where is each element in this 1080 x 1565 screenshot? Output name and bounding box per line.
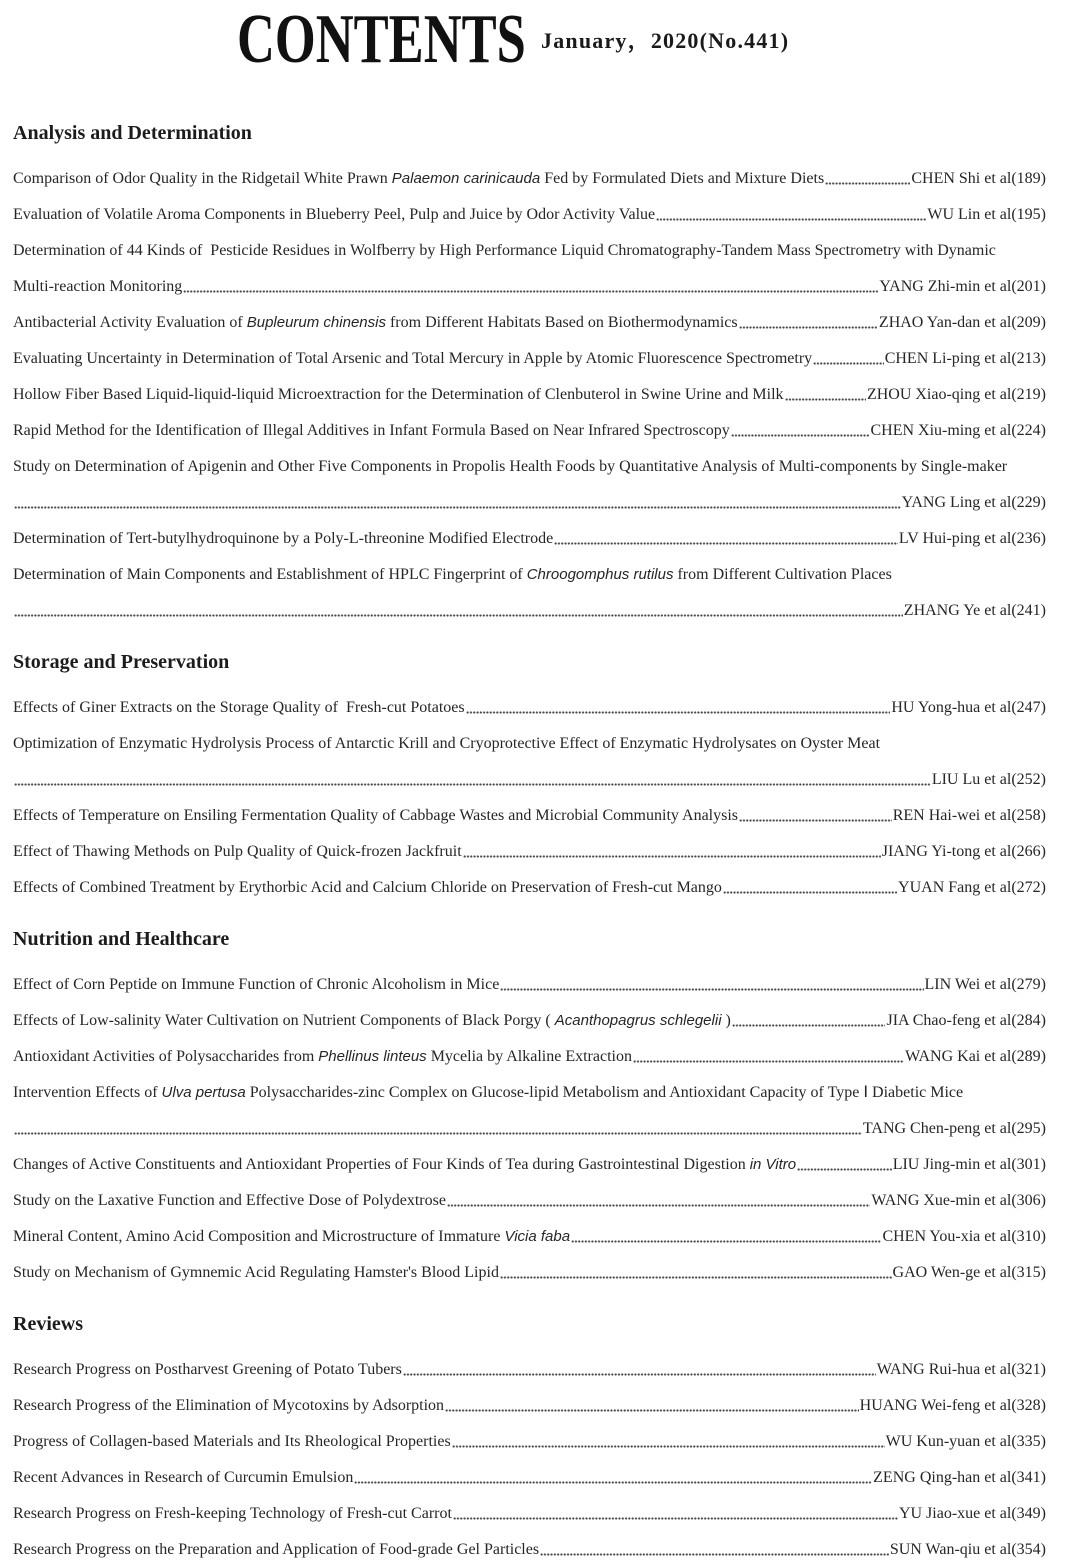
toc-entry [13, 694, 1046, 722]
entry-author-page: YANG Zhi-min et al(201) [879, 278, 1046, 295]
entry-title [13, 874, 722, 902]
title-text: Determination of 44 Kinds of Pesticide Residues in Wolfberry by High Performance Liquid Chromatography-Tandem Mass Spectrometry with Dynamic [13, 242, 996, 259]
species-name: Vicia faba [504, 1228, 571, 1245]
entry-author-page: SUN Wan-qiu et al(354) [889, 1541, 1046, 1558]
title-text: Research Progress on Fresh-keeping Technology of Fresh-cut Carrot [13, 1505, 452, 1522]
entry-title [13, 971, 499, 999]
entry-title [13, 838, 462, 866]
entry-title [13, 1187, 446, 1215]
entry-title [13, 525, 553, 553]
dot-leader [500, 988, 923, 991]
entry-line [13, 1428, 1046, 1456]
title-text: Evaluating Uncertainty in Determination of Total Arsenic and Total Mercury in Apple by Atomic Fluorescence Spectrometry [13, 350, 813, 367]
toc-entry [13, 345, 1046, 373]
entry-line [13, 1151, 1046, 1179]
title-text: Study on Determination of Apigenin and Other Five Components in Propolis Health Foods by Quantitative Analysis of Multi-components by Single-maker [13, 458, 1008, 475]
title-text: ) [721, 1012, 731, 1029]
entry-author-page: GAO Wen-ge et al(315) [892, 1264, 1046, 1281]
entry-author-page: CHEN Li-ping et al(213) [884, 350, 1046, 367]
entry-author-page: TANG Chen-peng et al(295) [862, 1120, 1046, 1137]
title-text: Intervention Effects of [13, 1084, 162, 1101]
species-name: Ulva pertusa [161, 1084, 246, 1101]
entry-title [13, 345, 812, 373]
title-text: Research Progress on the Preparation and Application of Food-grade Gel Particles [13, 1541, 540, 1558]
dot-leader [732, 1024, 886, 1027]
title-text: Changes of Active Constituents and Antioxidant Properties of Four Kinds of Tea during Gastrointestinal Digestion [13, 1156, 750, 1173]
toc-entry [13, 237, 1046, 301]
toc-entry [13, 874, 1046, 902]
dot-leader [739, 326, 878, 329]
title-text: Antioxidant Activities of Polysaccharides from [13, 1048, 319, 1065]
entry-line [13, 309, 1046, 337]
entry-title [13, 453, 1007, 481]
dot-leader [447, 1204, 870, 1207]
entry-title [13, 802, 738, 830]
entry-title [13, 1428, 451, 1456]
entry-line [13, 561, 1046, 589]
entry-author-page: CHEN You-xia et al(310) [882, 1228, 1046, 1245]
entry-author-page: LIN Wei et al(279) [924, 976, 1046, 993]
toc-entry [13, 1536, 1046, 1564]
entry-author-page: HUANG Wei-feng et al(328) [859, 1397, 1046, 1414]
title-text: Antibacterial Activity Evaluation of [13, 314, 247, 331]
title-text: Study on Mechanism of Gymnemic Acid Regulating Hamster's Blood Lipid [13, 1264, 499, 1281]
entry-line [13, 766, 1046, 794]
entry-line [13, 1464, 1046, 1492]
section-heading: Nutrition and Healthcare [13, 928, 230, 950]
title-text: Determination of Tert-butylhydroquinone by a Poly-L-threonine Modified Electrode [13, 530, 554, 547]
toc-entry [13, 453, 1046, 517]
dot-leader [656, 218, 926, 221]
dot-leader [453, 1517, 898, 1520]
entry-line [13, 597, 1046, 625]
entry-title [13, 1079, 963, 1107]
entry-line [13, 345, 1046, 373]
title-text: Determination of Main Components and Establishment of HPLC Fingerprint of [13, 566, 527, 583]
toc-entry [13, 802, 1046, 830]
entry-author-page: ZENG Qing-han et al(341) [873, 1469, 1046, 1486]
table-of-contents [13, 119, 1046, 1564]
dot-leader [445, 1409, 859, 1412]
title-text: Mycelia by Alkaline Extraction [426, 1048, 632, 1065]
entry-author-page: LV Hui-ping et al(236) [898, 530, 1046, 547]
entry-line [13, 971, 1046, 999]
species-name: Phellinus linteus [318, 1048, 427, 1065]
title-text: Effect of Thawing Methods on Pulp Quality of Quick-frozen Jackfruit [13, 843, 462, 860]
section-heading: Analysis and Determination [13, 122, 252, 144]
title-text: Progress of Collagen-based Materials and Its Rheological Properties [13, 1433, 451, 1450]
dot-leader [14, 783, 931, 786]
entry-title [13, 1259, 499, 1287]
title-text: from Different Habitats Based on Biothermodynamics [385, 314, 738, 331]
toc-entry [13, 971, 1046, 999]
title-text: Effects of Low-salinity Water Cultivation on Nutrient Components of Black Porgy ( [13, 1012, 555, 1029]
species-name: in Vitro [749, 1156, 797, 1173]
entry-line [13, 1536, 1046, 1564]
entry-author-page: HU Yong-hua et al(247) [891, 699, 1046, 716]
title-text: Recent Advances in Research of Curcumin Emulsion [13, 1469, 354, 1486]
dot-leader [797, 1168, 892, 1171]
entry-title [13, 1043, 632, 1071]
toc-entry [13, 1151, 1046, 1179]
entry-title [13, 1464, 353, 1492]
entry-title [13, 730, 880, 758]
species-name: Chroogomphus rutilus [526, 566, 674, 583]
entry-title [13, 201, 655, 229]
dot-leader [571, 1240, 881, 1243]
entry-title [13, 1007, 731, 1035]
entry-title [13, 1223, 570, 1251]
entry-line [13, 1043, 1046, 1071]
entry-line [13, 273, 1046, 301]
toc-section [13, 119, 1046, 625]
dot-leader [466, 711, 891, 714]
toc-entry [13, 1500, 1046, 1528]
entry-line [13, 802, 1046, 830]
dot-leader [463, 855, 881, 858]
entry-title [13, 1392, 444, 1420]
dot-leader [14, 1132, 862, 1135]
toc-entry [13, 1259, 1046, 1287]
entry-title [13, 694, 465, 722]
toc-entry [13, 1079, 1046, 1143]
dot-leader [540, 1553, 889, 1556]
dot-leader [354, 1481, 872, 1484]
entry-author-page: ZHOU Xiao-qing et al(219) [866, 386, 1046, 403]
dot-leader [633, 1060, 904, 1063]
entry-line [13, 237, 1046, 265]
entry-line [13, 489, 1046, 517]
title-text: Comparison of Odor Quality in the Ridgetail White Prawn [13, 170, 392, 187]
entry-line [13, 201, 1046, 229]
entry-title [13, 309, 738, 337]
entry-title [13, 165, 824, 193]
toc-entry [13, 1392, 1046, 1420]
toc-entry [13, 1428, 1046, 1456]
entry-author-page: REN Hai-wei et al(258) [892, 807, 1046, 824]
title-text: Hollow Fiber Based Liquid-liquid-liquid Microextraction for the Determination of Clenbuterol in Swine Urine and Milk [13, 386, 784, 403]
issue-date: January，2020(No.441) [541, 28, 790, 53]
entry-author-page: LIU Jing-min et al(301) [892, 1156, 1046, 1173]
title-text: Effects of Giner Extracts on the Storage Quality of Fresh-cut Potatoes [13, 699, 465, 716]
toc-entry [13, 1187, 1046, 1215]
entry-author-page: YUAN Fang et al(272) [898, 879, 1046, 896]
section-heading: Reviews [13, 1313, 83, 1335]
dot-leader [183, 290, 878, 293]
toc-entry [13, 1043, 1046, 1071]
entry-line [13, 1115, 1046, 1143]
title-text: Research Progress of the Elimination of Mycotoxins by Adsorption [13, 1397, 445, 1414]
entry-title-continued [13, 273, 182, 301]
dot-leader [723, 891, 897, 894]
entry-title [13, 237, 996, 265]
title-text: Evaluation of Volatile Aroma Components in Blueberry Peel, Pulp and Juice by Odor Activity Value [13, 206, 656, 223]
entry-author-page: ZHANG Ye et al(241) [903, 602, 1046, 619]
dot-leader [554, 542, 898, 545]
entry-line [13, 694, 1046, 722]
entry-title [13, 1536, 539, 1564]
toc-entry [13, 165, 1046, 193]
entry-author-page: LIU Lu et al(252) [931, 771, 1046, 788]
title-text: from Different Cultivation Places [673, 566, 892, 583]
toc-section [13, 648, 1046, 902]
toc-entry [13, 381, 1046, 409]
toc-entry [13, 838, 1046, 866]
entry-line [13, 1500, 1046, 1528]
entry-author-page: YU Jiao-xue et al(349) [898, 1505, 1046, 1522]
dot-leader [500, 1276, 892, 1279]
entry-line [13, 1187, 1046, 1215]
entry-title [13, 1500, 452, 1528]
entry-line [13, 1392, 1046, 1420]
entry-title [13, 417, 730, 445]
dot-leader [813, 362, 884, 365]
toc-entry [13, 730, 1046, 794]
entry-line [13, 874, 1046, 902]
entry-line [13, 730, 1046, 758]
dot-leader [739, 819, 892, 822]
entry-author-page: WU Lin et al(195) [927, 206, 1046, 223]
toc-entry [13, 1356, 1046, 1384]
dot-leader [452, 1445, 885, 1448]
entry-title [13, 1151, 796, 1179]
toc-section [13, 1310, 1046, 1564]
entry-title [13, 1356, 402, 1384]
entry-author-page: ZHAO Yan-dan et al(209) [878, 314, 1046, 331]
entry-author-page: WU Kun-yuan et al(335) [885, 1433, 1046, 1450]
title-text: Effects of Combined Treatment by Erythorbic Acid and Calcium Chloride on Preservation of Fresh-cut Mango [13, 879, 722, 896]
species-name: Bupleurum chinensis [246, 314, 386, 331]
dot-leader [403, 1373, 876, 1376]
title-text: Mineral Content, Amino Acid Composition and Microstructure of Immature [13, 1228, 505, 1245]
entry-line [13, 1259, 1046, 1287]
toc-entry [13, 201, 1046, 229]
toc-entry [13, 1223, 1046, 1251]
entry-author-page: JIA Chao-feng et al(284) [886, 1012, 1046, 1029]
title-text: Effect of Corn Peptide on Immune Function of Chronic Alcoholism in Mice [13, 976, 500, 993]
title-text: Research Progress on Postharvest Greening of Potato Tubers [13, 1361, 402, 1378]
toc-entry [13, 1007, 1046, 1035]
title-text: Polysaccharides-zinc Complex on Glucose-lipid Metabolism and Antioxidant Capacity of Type Ⅰ Diabetic Mice [245, 1084, 964, 1101]
species-name: Palaemon carinicauda [391, 170, 541, 187]
title-text: Multi-reaction Monitoring [13, 278, 183, 295]
entry-author-page: CHEN Shi et al(189) [911, 170, 1046, 187]
title-text: Optimization of Enzymatic Hydrolysis Process of Antarctic Krill and Cryoprotective Effect of Enzymatic Hydrolysates on Oyster Meat [13, 735, 881, 752]
dot-leader [731, 434, 870, 437]
dot-leader [14, 614, 903, 617]
entry-title [13, 381, 784, 409]
toc-section [13, 925, 1046, 1287]
entry-line [13, 381, 1046, 409]
entry-line [13, 838, 1046, 866]
entry-line [13, 165, 1046, 193]
section-heading: Storage and Preservation [13, 651, 230, 673]
entry-author-page: CHEN Xiu-ming et al(224) [870, 422, 1046, 439]
page-title: CONTENTS [237, 1, 526, 78]
toc-entry [13, 561, 1046, 625]
toc-entry [13, 309, 1046, 337]
entry-line [13, 1007, 1046, 1035]
toc-entry [13, 1464, 1046, 1492]
entry-author-page: WANG Rui-hua et al(321) [876, 1361, 1046, 1378]
entry-line [13, 1223, 1046, 1251]
entry-line [13, 453, 1046, 481]
entry-line [13, 525, 1046, 553]
species-name: Acanthopagrus schlegelii [554, 1012, 722, 1029]
title-text: Effects of Temperature on Ensiling Fermentation Quality of Cabbage Wastes and Microbial Community Analysis [13, 807, 739, 824]
dot-leader [14, 506, 901, 509]
entry-author-page: YANG Ling et al(229) [901, 494, 1046, 511]
toc-entry [13, 525, 1046, 553]
title-text: Rapid Method for the Identification of Illegal Additives in Infant Formula Based on Near Infrared Spectroscopy [13, 422, 730, 439]
entry-author-page: WANG Xue-min et al(306) [871, 1192, 1046, 1209]
entry-line [13, 1079, 1046, 1107]
dot-leader [785, 398, 866, 401]
entry-author-page: JIANG Yi-tong et al(266) [881, 843, 1046, 860]
entry-author-page: WANG Kai et al(289) [905, 1048, 1046, 1065]
toc-entry [13, 417, 1046, 445]
entry-line [13, 417, 1046, 445]
entry-title [13, 561, 892, 589]
dot-leader [825, 182, 910, 185]
title-text: Fed by Formulated Diets and Mixture Diets [540, 170, 825, 187]
entry-line [13, 1356, 1046, 1384]
title-text: Study on the Laxative Function and Effective Dose of Polydextrose [13, 1192, 446, 1209]
